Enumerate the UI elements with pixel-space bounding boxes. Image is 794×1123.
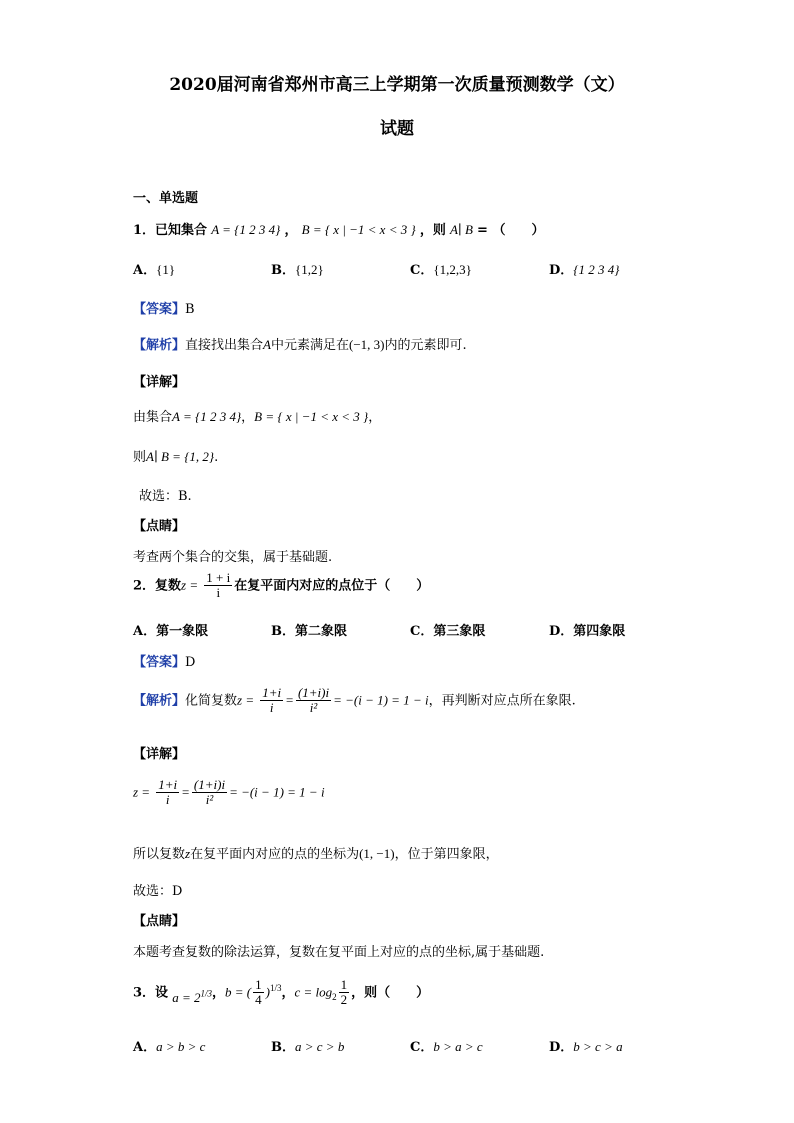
option-label: C． — [410, 624, 434, 639]
fraction — [204, 571, 232, 601]
answer-value: D — [185, 655, 196, 670]
option-value: b > a > c — [433, 1039, 483, 1054]
separator: ， — [284, 223, 298, 238]
detail-text: 由集合 — [133, 410, 173, 425]
a-exponent: 1/3 — [200, 988, 212, 999]
fraction — [260, 686, 283, 716]
question-2-stem — [133, 571, 429, 601]
option-label: B． — [271, 1040, 295, 1055]
option-value: 第二象限 — [295, 624, 348, 639]
question-3-option-a[interactable] — [133, 1036, 205, 1055]
b-open: b = ( — [225, 984, 252, 1000]
question-1-detail-line2 — [133, 446, 218, 465]
option-label: D． — [549, 624, 574, 639]
c-expr: c = log — [294, 984, 333, 1000]
question-2-tail: 在复平面内对应的点位于（ ） — [234, 578, 430, 594]
numerator: (1+i)i — [297, 685, 330, 700]
detail-text: 在复平面内对应的点的坐标为 — [190, 847, 360, 862]
analysis-tag: 【解析】 — [133, 693, 186, 709]
set-a-expr: A = {1 2 3 4} — [211, 222, 281, 237]
z-var: z — [185, 846, 191, 861]
option-value: a > b > c — [156, 1039, 206, 1054]
analysis-tag: 【解析】 — [133, 338, 186, 353]
b-close: ) — [265, 984, 270, 1000]
option-label: A． — [133, 263, 157, 278]
numerator: 1 + i — [206, 570, 231, 585]
denominator: i — [216, 585, 221, 601]
question-1-option-d[interactable] — [549, 259, 619, 278]
answer-value: B — [185, 302, 195, 317]
question-1-comment: 考查两个集合的交集，属于基础题. — [133, 550, 333, 565]
question-2-choose: 故选：D — [133, 884, 183, 899]
question-2-detail-formula: z = $\frac{1+i}{i}$ = $\frac{(1+i)i}{\text{i²}}$ = −(i − 1) = 1 − i — [133, 777, 325, 808]
denominator: i — [269, 700, 274, 716]
math-tail: = −(i − 1) = 1 − i — [229, 784, 325, 800]
set-a-expr: A = {1 2 3 4} — [172, 409, 242, 424]
answer-tag: 【答案】 — [133, 302, 186, 317]
question-3-stem — [133, 978, 429, 1008]
question-1-choose: 故选：B. — [139, 489, 192, 504]
question-3-tail: ，则（ ） — [351, 985, 430, 1001]
option-value: 第一象限 — [156, 624, 209, 639]
intersection-expr: A∣ B — [449, 222, 473, 237]
option-value: {1,2} — [295, 262, 324, 277]
question-1-blank: = （ ） — [477, 223, 545, 238]
detail-text: 则 — [133, 450, 147, 465]
fraction — [192, 778, 227, 808]
option-label: D． — [549, 263, 574, 278]
analysis-text: 内的元素即可. — [384, 338, 467, 353]
analysis-var: A — [263, 337, 271, 352]
log-base: 2 — [332, 991, 337, 1002]
question-2-comment: 本题考查复数的除法运算，复数在复平面上对应的点的坐标,属于基础题. — [133, 945, 545, 960]
question-2-comment-tag: 【点睛】 — [133, 914, 186, 929]
option-value: {1,2,3} — [433, 262, 472, 277]
question-1-comment-tag: 【点睛】 — [133, 519, 186, 534]
analysis-text: 化简复数 — [185, 693, 238, 709]
math-tail: = −(i − 1) = 1 − i — [333, 692, 429, 708]
separator: ， — [281, 985, 295, 1001]
question-2-option-a[interactable] — [133, 620, 208, 639]
question-1-answer — [133, 298, 195, 317]
intersection-result: A∣ B = {1, 2} — [146, 449, 215, 464]
option-label: A． — [133, 1040, 157, 1055]
option-label: C． — [410, 263, 434, 278]
denominator: i — [165, 792, 170, 808]
numerator: 1+i — [158, 777, 178, 792]
question-1-detail-line1 — [133, 406, 381, 425]
set-b-expr: B = { x | −1 < x < 3 } — [301, 222, 416, 237]
option-value: {1 2 3 4} — [573, 262, 620, 277]
question-3-option-c[interactable] — [410, 1036, 483, 1055]
question-2-answer — [133, 651, 195, 670]
section-heading: 一、单选题 — [133, 191, 199, 206]
question-3-option-b[interactable] — [271, 1036, 344, 1055]
question-1-then: ，则 — [419, 223, 446, 238]
question-2-number: 2．复数 — [133, 578, 182, 594]
question-1-detail-tag: 【详解】 — [133, 375, 186, 390]
question-3-option-d[interactable] — [549, 1036, 623, 1055]
fraction — [339, 978, 350, 1008]
separator: ， — [368, 410, 382, 425]
option-label: C． — [410, 1040, 434, 1055]
fraction — [296, 686, 331, 716]
denominator: 2 — [340, 992, 348, 1008]
detail-text: . — [214, 450, 219, 465]
separator: ， — [211, 985, 225, 1001]
option-value: b > c > a — [573, 1039, 623, 1054]
numerator: 1 — [255, 977, 262, 992]
detail-text: ，位于第四象限， — [394, 847, 499, 862]
option-value: 第三象限 — [433, 624, 486, 639]
numerator: 1 — [340, 977, 348, 992]
denominator: i² — [205, 792, 214, 808]
option-value: 第四象限 — [573, 624, 626, 639]
question-1-option-b[interactable] — [271, 259, 324, 278]
a-expr — [172, 990, 212, 1005]
analysis-text: ，再判断对应点所在象限. — [428, 693, 576, 709]
option-value: {1} — [156, 262, 176, 277]
question-2-analysis: 【解析】化简复数z = $\frac{1+i}{i}$ = $\frac{(1+i)i}{\text{i²}}$ = −(i − 1) = 1 − i，再判断对应点所在象限. — [133, 685, 576, 716]
denominator: i² — [309, 700, 318, 716]
analysis-text: 中元素满足在 — [270, 338, 349, 353]
option-label: B． — [271, 624, 295, 639]
answer-tag: 【答案】 — [133, 655, 186, 670]
question-1-number: 1．已知集合 — [133, 223, 208, 238]
z-expr: z = — [181, 577, 199, 593]
question-2-option-c[interactable] — [410, 620, 485, 639]
question-1-option-a[interactable] — [133, 259, 175, 278]
question-1-analysis — [133, 334, 467, 353]
analysis-interval: (−1, 3) — [349, 337, 385, 352]
fraction — [253, 978, 264, 1008]
question-2-detail-line — [133, 843, 499, 862]
question-2-option-d[interactable] — [549, 620, 625, 639]
question-1-option-c[interactable] — [410, 259, 472, 278]
b-exponent: 1/3 — [269, 982, 282, 993]
document-title-line1: 2020届河南省郑州市高三上学期第一次质量预测数学（文） — [169, 75, 625, 95]
option-label: A． — [133, 624, 157, 639]
option-label: D． — [549, 1040, 574, 1055]
separator: ， — [241, 410, 255, 425]
numerator: (1+i)i — [193, 777, 226, 792]
denominator: 4 — [255, 992, 262, 1008]
question-2-detail-tag: 【详解】 — [133, 747, 186, 762]
question-3-number: 3．设 — [133, 985, 169, 1001]
option-label: B． — [271, 263, 295, 278]
question-1-stem — [133, 219, 544, 238]
option-value: a > c > b — [295, 1039, 345, 1054]
analysis-text: 直接找出集合 — [185, 338, 264, 353]
question-2-option-b[interactable] — [271, 620, 347, 639]
point-coords: (1, −1) — [359, 846, 395, 861]
numerator: 1+i — [262, 685, 282, 700]
set-b-expr: B = { x | −1 < x < 3 } — [254, 409, 369, 424]
document-title-line2: 试题 — [380, 119, 414, 139]
fraction — [156, 778, 179, 808]
a-base: a = 2 — [172, 990, 201, 1006]
detail-text: 所以复数 — [133, 847, 186, 862]
